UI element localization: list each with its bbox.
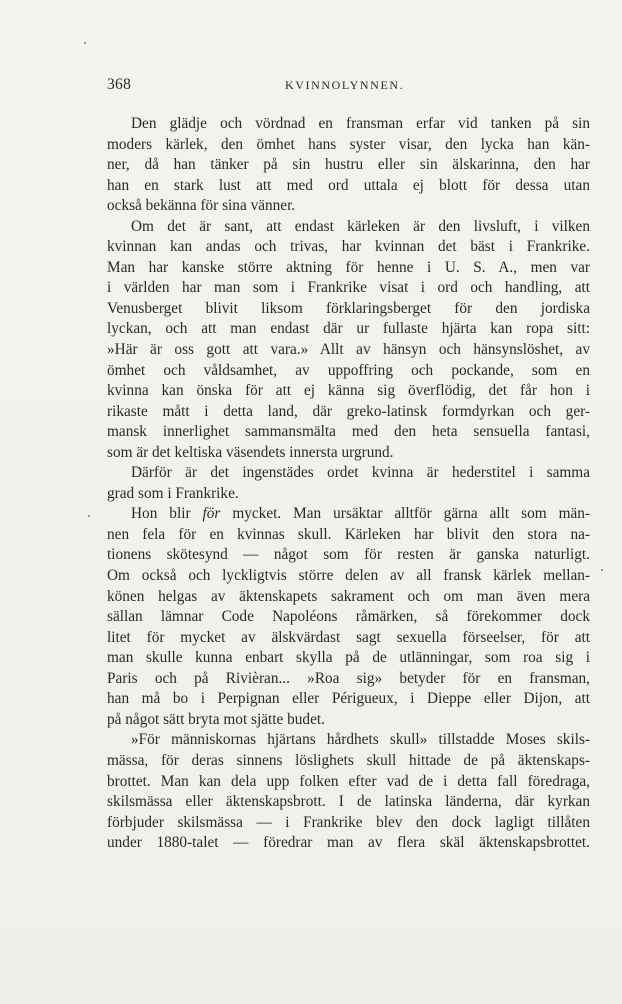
text-line: Därför är det ingenstädes ordet kvinna är hederstitel i samma xyxy=(131,464,590,482)
text-line: på något sätt bryta mot sjätte budet. xyxy=(107,710,325,728)
text-line: under 1880-talet — föredrar man av flera skäl äktenskapsbrottet. xyxy=(107,834,590,852)
text-line: lyckan, och att man endast där ur fullaste hjärta kan ropa sitt: xyxy=(107,320,590,338)
text-line: i världen har man som i Frankrike visat i ord och handling, att xyxy=(107,279,590,297)
text-line: Om det är sant, att endast kärleken är den livsluft, i vilken xyxy=(131,217,590,235)
text-line: könen helgas av äktenskapets sakrament och om man även mera xyxy=(107,587,590,605)
text-line: Den glädje och vördnad en fransman erfar vid tanken på sin xyxy=(131,115,590,132)
paper-speck xyxy=(601,569,603,571)
text-line: tionens skötesynd — något som för resten är ganska naturligt. xyxy=(107,546,590,564)
italic-word: för xyxy=(202,505,221,523)
page-header xyxy=(107,76,590,98)
paper-speck xyxy=(84,42,86,44)
text-line: ömhet och våldsamhet, av uppoffring och pockande, som en xyxy=(107,361,590,379)
text-line: kvinnan kan andas och trivas, har kvinnan det bäst i Frankrike. xyxy=(107,238,590,256)
text-line: brottet. Man kan dela upp folken efter vad de i detta fall föredraga, xyxy=(107,772,590,790)
text-line: litet för mycket av älskvärdast sagt sexuella förseelser, för att xyxy=(107,628,590,646)
text-line: grad som i Frankrike. xyxy=(107,484,239,502)
page-number: 368 xyxy=(107,76,132,93)
text-line: nen fela för en kvinnas skull. Kärleken har blivit den stora na- xyxy=(107,525,590,543)
text-line: han en stark lust att med ord uttala ej blott för dessa utan xyxy=(107,176,590,194)
running-head: KVINNOLYNNEN. xyxy=(285,78,405,92)
text-line: förbjuder skilsmässa — i Frankrike blev den dock lagligt tillåten xyxy=(107,813,590,831)
text-line: mansk innerlighet sammansmälta med den heta sensuella fantasi, xyxy=(107,423,590,441)
text-line xyxy=(107,504,590,525)
text-line: »För människornas hjärtans hårdhets skull» tillstadde Moses skils- xyxy=(131,731,590,749)
text-line: man skulle kunna enbart skylla på de utlänningar, som roa sig i xyxy=(107,649,590,667)
text-line: Man har kanske större aktning för henne i U. S. A., men var xyxy=(107,258,590,276)
text-line: moders kärlek, den ömhet hans syster visar, den lycka han kän- xyxy=(107,135,590,153)
text-segment: Hon blir xyxy=(131,505,191,523)
text-line: också bekänna för sina vänner. xyxy=(107,197,296,215)
paper-speck xyxy=(88,515,90,517)
text-line: skilsmässa eller äktenskapsbrott. I de latinska länderna, där kyrkan xyxy=(107,793,590,811)
text-line: sällan lämnar Code Napoléons råmärken, så förekommer dock xyxy=(107,608,590,626)
text-line: kvinna kan önska för att ej känna sig överflödig, det får hon i xyxy=(107,382,590,400)
body-text xyxy=(107,114,590,854)
text-line: rikaste mått i detta land, där greko-latinsk formdyrkan och ger- xyxy=(107,402,590,420)
text-line: Om också och lyckligtvis större delen av all fransk kärlek mellan- xyxy=(107,567,590,585)
text-line: Paris och på Rivièran... »Roa sig» betyder för en fransman, xyxy=(107,669,590,687)
text-line: »Här är oss gott att vara.» Allt av hänsyn och hänsynslöshet, av xyxy=(107,341,590,359)
text-line: mässa, för deras sinnens löslighets skull hittade de på äktenskaps- xyxy=(107,751,590,769)
text-line: ner, då han tänker på sin hustru eller sin älskarinna, den har xyxy=(107,156,590,174)
text-line: Venusberget blivit liksom förklaringsberget för den jordiska xyxy=(107,299,590,317)
text-line: han må bo i Perpignan eller Périgueux, i Dieppe eller Dijon, att xyxy=(107,690,590,708)
text-segment: mycket. Man ursäktar alltför gärna allt som män- xyxy=(232,505,591,523)
text-line: som är det keltiska väsendets innersta urgrund. xyxy=(107,443,394,461)
